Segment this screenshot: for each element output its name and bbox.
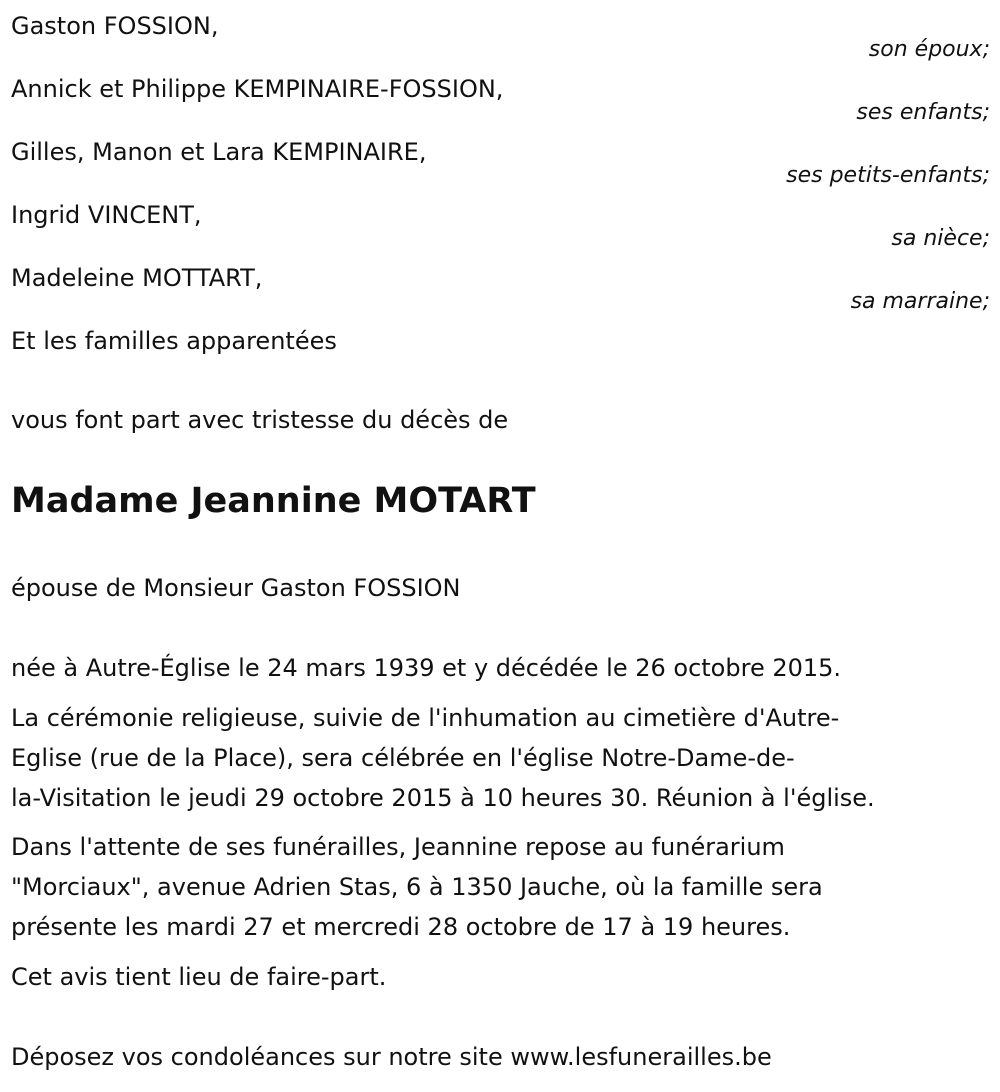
family-member-name: Ingrid VINCENT,	[11, 201, 202, 229]
family-member-name: Gaston FOSSION,	[11, 12, 219, 40]
funerarium-line: présente les mardi 27 et mercredi 28 octobre de 17 à 19 heures.	[11, 913, 791, 941]
ceremony-line: la-Visitation le jeudi 29 octobre 2015 à 10 heures 30. Réunion à l'église.	[11, 784, 875, 812]
ceremony-line: La cérémonie religieuse, suivie de l'inhumation au cimetière d'Autre-	[11, 704, 840, 732]
family-member-relation: sa marraine;	[850, 289, 990, 314]
family-member-name: Gilles, Manon et Lara KEMPINAIRE,	[11, 138, 427, 166]
funerarium-line: Dans l'attente de ses funérailles, Jeannine repose au funérarium	[11, 833, 785, 861]
spouse-line: épouse de Monsieur Gaston FOSSION	[11, 574, 461, 602]
announcement: vous font part avec tristesse du décès de	[11, 406, 509, 434]
family-member-relation: ses enfants;	[856, 100, 990, 125]
family-member-relation: sa nièce;	[891, 226, 990, 251]
condolences-line: Déposez vos condoléances sur notre site www.lesfunerailles.be	[11, 1043, 772, 1071]
families-line: Et les familles apparentées	[11, 327, 337, 355]
deceased-name: Madame Jeannine MOTART	[11, 481, 536, 521]
family-member-name: Madeleine MOTTART,	[11, 264, 263, 292]
family-member-name: Annick et Philippe KEMPINAIRE-FOSSION,	[11, 75, 504, 103]
ceremony-line: Eglise (rue de la Place), sera célébrée en l'église Notre-Dame-de-	[11, 744, 795, 772]
funerarium-line: "Morciaux", avenue Adrien Stas, 6 à 1350 Jauche, où la famille sera	[11, 873, 823, 901]
birth-death-line: née à Autre-Église le 24 mars 1939 et y décédée le 26 octobre 2015.	[11, 654, 842, 682]
family-member-relation: son époux;	[868, 37, 990, 62]
notice-line: Cet avis tient lieu de faire-part.	[11, 963, 387, 991]
family-member-relation: ses petits-enfants;	[786, 163, 990, 188]
